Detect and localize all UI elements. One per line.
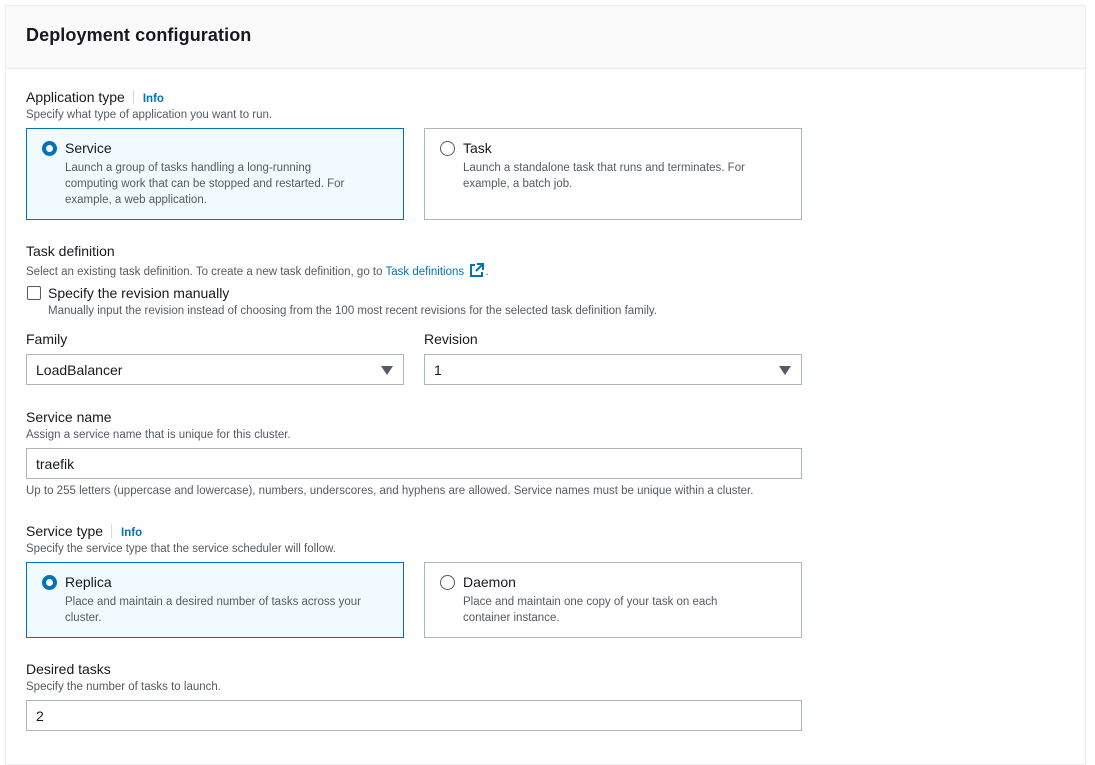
service-desc-line: computing work that can be stopped and restarted. For bbox=[65, 178, 345, 190]
service-desc-line: example, a web application. bbox=[65, 194, 207, 206]
daemon-radio[interactable] bbox=[440, 575, 455, 590]
replica-title: Replica bbox=[65, 574, 112, 590]
service-description bbox=[65, 160, 344, 208]
task-description bbox=[463, 160, 745, 192]
family-label: Family bbox=[26, 331, 68, 347]
application-type-description: Specify what type of application you want to run. bbox=[26, 109, 273, 121]
specify-revision-description: Manually input the revision instead of choosing from the 100 most recent revisions for the selected task definition family. bbox=[48, 305, 657, 317]
desired-tasks-label: Desired tasks bbox=[26, 661, 111, 677]
revision-label: Revision bbox=[424, 331, 478, 347]
task-title: Task bbox=[463, 140, 492, 156]
caret-down-icon bbox=[381, 366, 393, 375]
desired-tasks-value: 2 bbox=[36, 708, 44, 724]
daemon-description bbox=[463, 594, 717, 626]
service-name-input[interactable] bbox=[26, 448, 802, 479]
application-type-label-text: Application type bbox=[26, 89, 125, 105]
replica-description bbox=[65, 594, 361, 626]
task-definition-label: Task definition bbox=[26, 243, 115, 259]
task-radio[interactable] bbox=[440, 141, 455, 156]
service-type-replica-tile[interactable] bbox=[26, 562, 404, 638]
application-type-task-tile[interactable] bbox=[424, 128, 802, 220]
specify-revision-checkbox[interactable] bbox=[27, 286, 41, 300]
info-separator bbox=[111, 524, 112, 538]
panel-header bbox=[6, 6, 1085, 69]
replica-radio[interactable] bbox=[42, 575, 57, 590]
service-type-label-text: Service type bbox=[26, 523, 104, 539]
service-type-label bbox=[26, 523, 142, 539]
daemon-title: Daemon bbox=[463, 574, 516, 590]
family-select-value: LoadBalancer bbox=[36, 362, 123, 378]
service-title: Service bbox=[65, 140, 112, 156]
service-type-info-link[interactable]: Info bbox=[121, 527, 143, 539]
revision-select[interactable] bbox=[424, 354, 802, 385]
replica-desc-line: cluster. bbox=[65, 612, 102, 624]
task-definition-description bbox=[26, 263, 489, 278]
panel-title: Deployment configuration bbox=[26, 25, 252, 45]
service-desc-line: Launch a group of tasks handling a long-running bbox=[65, 162, 312, 174]
service-radio[interactable] bbox=[42, 141, 57, 156]
application-type-label bbox=[26, 89, 164, 105]
revision-select-value: 1 bbox=[434, 362, 442, 378]
info-separator bbox=[133, 90, 134, 104]
service-name-value: traefik bbox=[36, 456, 75, 472]
service-name-label: Service name bbox=[26, 409, 112, 425]
task-desc-line: example, a batch job. bbox=[463, 178, 573, 190]
external-link-icon[interactable] bbox=[469, 263, 485, 278]
task-definition-desc-suffix: . bbox=[485, 266, 489, 278]
desired-tasks-input[interactable] bbox=[26, 700, 802, 731]
service-name-constraint: Up to 255 letters (uppercase and lowercase), numbers, underscores, and hyphens are allowed. Service names must be unique within a cluster. bbox=[26, 485, 754, 497]
task-definition-desc-text: Select an existing task definition. To create a new task definition, go to bbox=[26, 266, 383, 278]
service-type-description: Specify the service type that the service scheduler will follow. bbox=[26, 543, 337, 555]
task-desc-line: Launch a standalone task that runs and terminates. For bbox=[463, 162, 745, 174]
family-select[interactable] bbox=[26, 354, 404, 385]
service-name-description: Assign a service name that is unique for this cluster. bbox=[26, 429, 291, 441]
specify-revision-label[interactable]: Specify the revision manually bbox=[48, 285, 230, 301]
application-type-info-link[interactable]: Info bbox=[142, 93, 164, 105]
deployment-configuration-panel bbox=[5, 5, 1086, 765]
daemon-desc-line: container instance. bbox=[463, 612, 560, 624]
replica-desc-line: Place and maintain a desired number of tasks across your bbox=[65, 596, 361, 608]
caret-down-icon bbox=[779, 366, 791, 375]
task-definitions-link[interactable]: Task definitions bbox=[385, 266, 465, 278]
application-type-service-tile[interactable] bbox=[26, 128, 404, 220]
service-type-daemon-tile[interactable] bbox=[424, 562, 802, 638]
daemon-desc-line: Place and maintain one copy of your task on each bbox=[463, 596, 718, 608]
desired-tasks-description: Specify the number of tasks to launch. bbox=[26, 681, 221, 693]
